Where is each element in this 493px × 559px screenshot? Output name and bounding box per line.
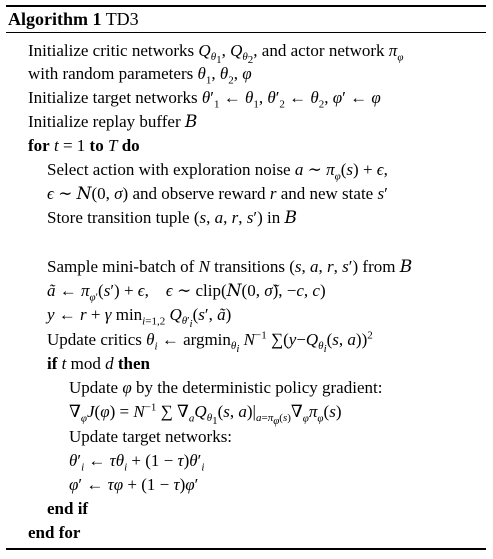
algorithm-name: TD3 xyxy=(105,9,139,29)
line-update-critics: Update critics $\theta_i$ ← argmin$_{\theta_i}$ $N^{-1}$ $\sum(y-Q_{\theta_i}(s$, a))$^2$ xyxy=(47,329,373,356)
line-if-mod: if t mod d then xyxy=(47,354,150,373)
line-noise-observe: ϵ ∼ N(0, σ) and observe reward r and new state s′ xyxy=(47,184,388,204)
line-soft-phi: φ′ ← τφ + (1 − τ)φ′ xyxy=(69,475,199,494)
bottom-rule xyxy=(6,548,486,550)
line-update-targets: Update target networks: xyxy=(69,427,233,446)
line-for-loop: for t = 1 to T do xyxy=(28,136,140,155)
caption-rule xyxy=(6,32,486,33)
line-init-target: Initialize target networks $\theta'_1$ ← $\theta_1$, $\theta'_2$ ← $\theta_2$, φ′ ← φ xyxy=(28,88,381,111)
line-target-action: ã ← $\pi_{\varphi'}(s') + \epsilon$, ϵ ∼ clip(N(0, σ̃), −c, c) xyxy=(47,281,326,304)
line-update-phi: Update φ by the deterministic policy gradient: xyxy=(69,378,383,397)
algorithm-label: Algorithm 1 xyxy=(8,9,102,29)
algorithm-caption xyxy=(8,8,139,30)
top-rule xyxy=(6,5,486,7)
line-init-params: with random parameters $\theta_1$, $\theta_2$, φ xyxy=(28,64,252,87)
line-sample: Sample mini-batch of N transitions (s, a, r, s′) from B xyxy=(47,257,413,277)
line-gradient: $\nabla_\varphi J(\varphi) = N^{-1}$ ∑ $\nabla_aQ_{\theta_1}(s$, $a)|_{a=\pi_\varphi(s)}\nabla_\varphi\pi_\varphi(s)$ xyxy=(69,401,342,428)
line-init-critic: Initialize critic networks $Q_{\theta_1}$, $Q_{\theta_2}$, and actor network $\pi_\varphi$ xyxy=(28,41,404,67)
line-select-action: Select action with exploration noise a ∼ $\pi_\varphi(s) + \epsilon$, xyxy=(47,160,388,183)
line-store: Store transition tuple (s, a, r, s′) in B xyxy=(47,208,297,228)
line-init-buffer: Initialize replay buffer B xyxy=(28,112,198,132)
line-end-for: end for xyxy=(28,523,81,542)
line-end-if: end if xyxy=(47,499,89,518)
line-soft-theta: $\theta'_i$ ← $\tau\theta_i + (1 - \tau)\theta'_i$ xyxy=(69,451,205,474)
line-target-value: y ← r + γ $\min_{i=1,2} Q_{\theta'_i}(s'$, ã) xyxy=(47,305,232,331)
